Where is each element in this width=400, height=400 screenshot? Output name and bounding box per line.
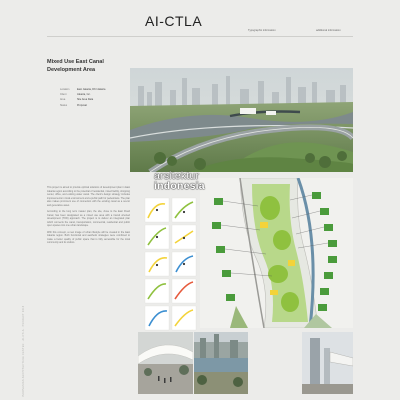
render-tower <box>302 332 353 394</box>
fact-value: Jakarta, Inc. <box>77 93 91 97</box>
watermark-line-2: indonesia <box>154 180 205 192</box>
fact-key: Client <box>60 93 67 97</box>
description-paragraph: This project is aimed to provide optimal solutions of development plan in East Jakarta region according to the potential of residential, mixed facility, shopping center, office, and existing water canal. The client's design strategy includes improvements in local environment and a public path for pedestrians. The plan also makes prominent use of connection with the existing canal as a scenic and generative asset. <box>47 186 130 207</box>
fact-row <box>60 103 128 108</box>
watermark <box>154 171 205 191</box>
description-paragraph: With this concept, a new image of urban lifestyle will be created in the East Jakarta region. Both functional and aesthetic strategies were combined to make a better quality of public space that is fully accessible for the local community and its visitors. <box>47 230 130 244</box>
header-divider <box>47 36 353 37</box>
render-waterfront <box>194 332 248 394</box>
masterplan-site-plan <box>200 178 353 328</box>
fact-value: Site Area Data <box>77 98 94 102</box>
header-meta-right: additional information <box>316 29 341 32</box>
watermark-line-1: arsitektur <box>154 170 200 182</box>
fact-value: East Jakarta, DKI Jakarta <box>77 88 106 92</box>
project-description <box>47 186 130 248</box>
fact-key: Area <box>60 98 66 102</box>
header-meta-left: Typographic information <box>248 29 276 32</box>
description-paragraph: According to the long term master plan, the site, close to the East Flood Canal, has been designated as a mixed use area with a transit oriented development (TOD) approach. The project is to deliver an integrated plan which connects the canal, transportation, commercial, residential and public open spaces into one urban landscape. <box>47 210 130 227</box>
hero-aerial-render <box>130 68 353 172</box>
fact-value: Proposal <box>77 103 87 107</box>
firm-name: AI-CTLA <box>145 13 203 29</box>
fact-key: Location <box>60 88 70 92</box>
fact-key: Status <box>60 103 68 107</box>
analysis-diagrams <box>143 196 199 331</box>
render-canopy-plaza <box>138 332 193 394</box>
project-title: Mixed Use East Canal Development Area <box>47 59 104 73</box>
project-facts <box>60 87 128 108</box>
sidebar-vertical-text: INDONESIAN ARCHITECTURE CENTER · AI-CTLA · PROJECT 2015 <box>22 305 25 397</box>
